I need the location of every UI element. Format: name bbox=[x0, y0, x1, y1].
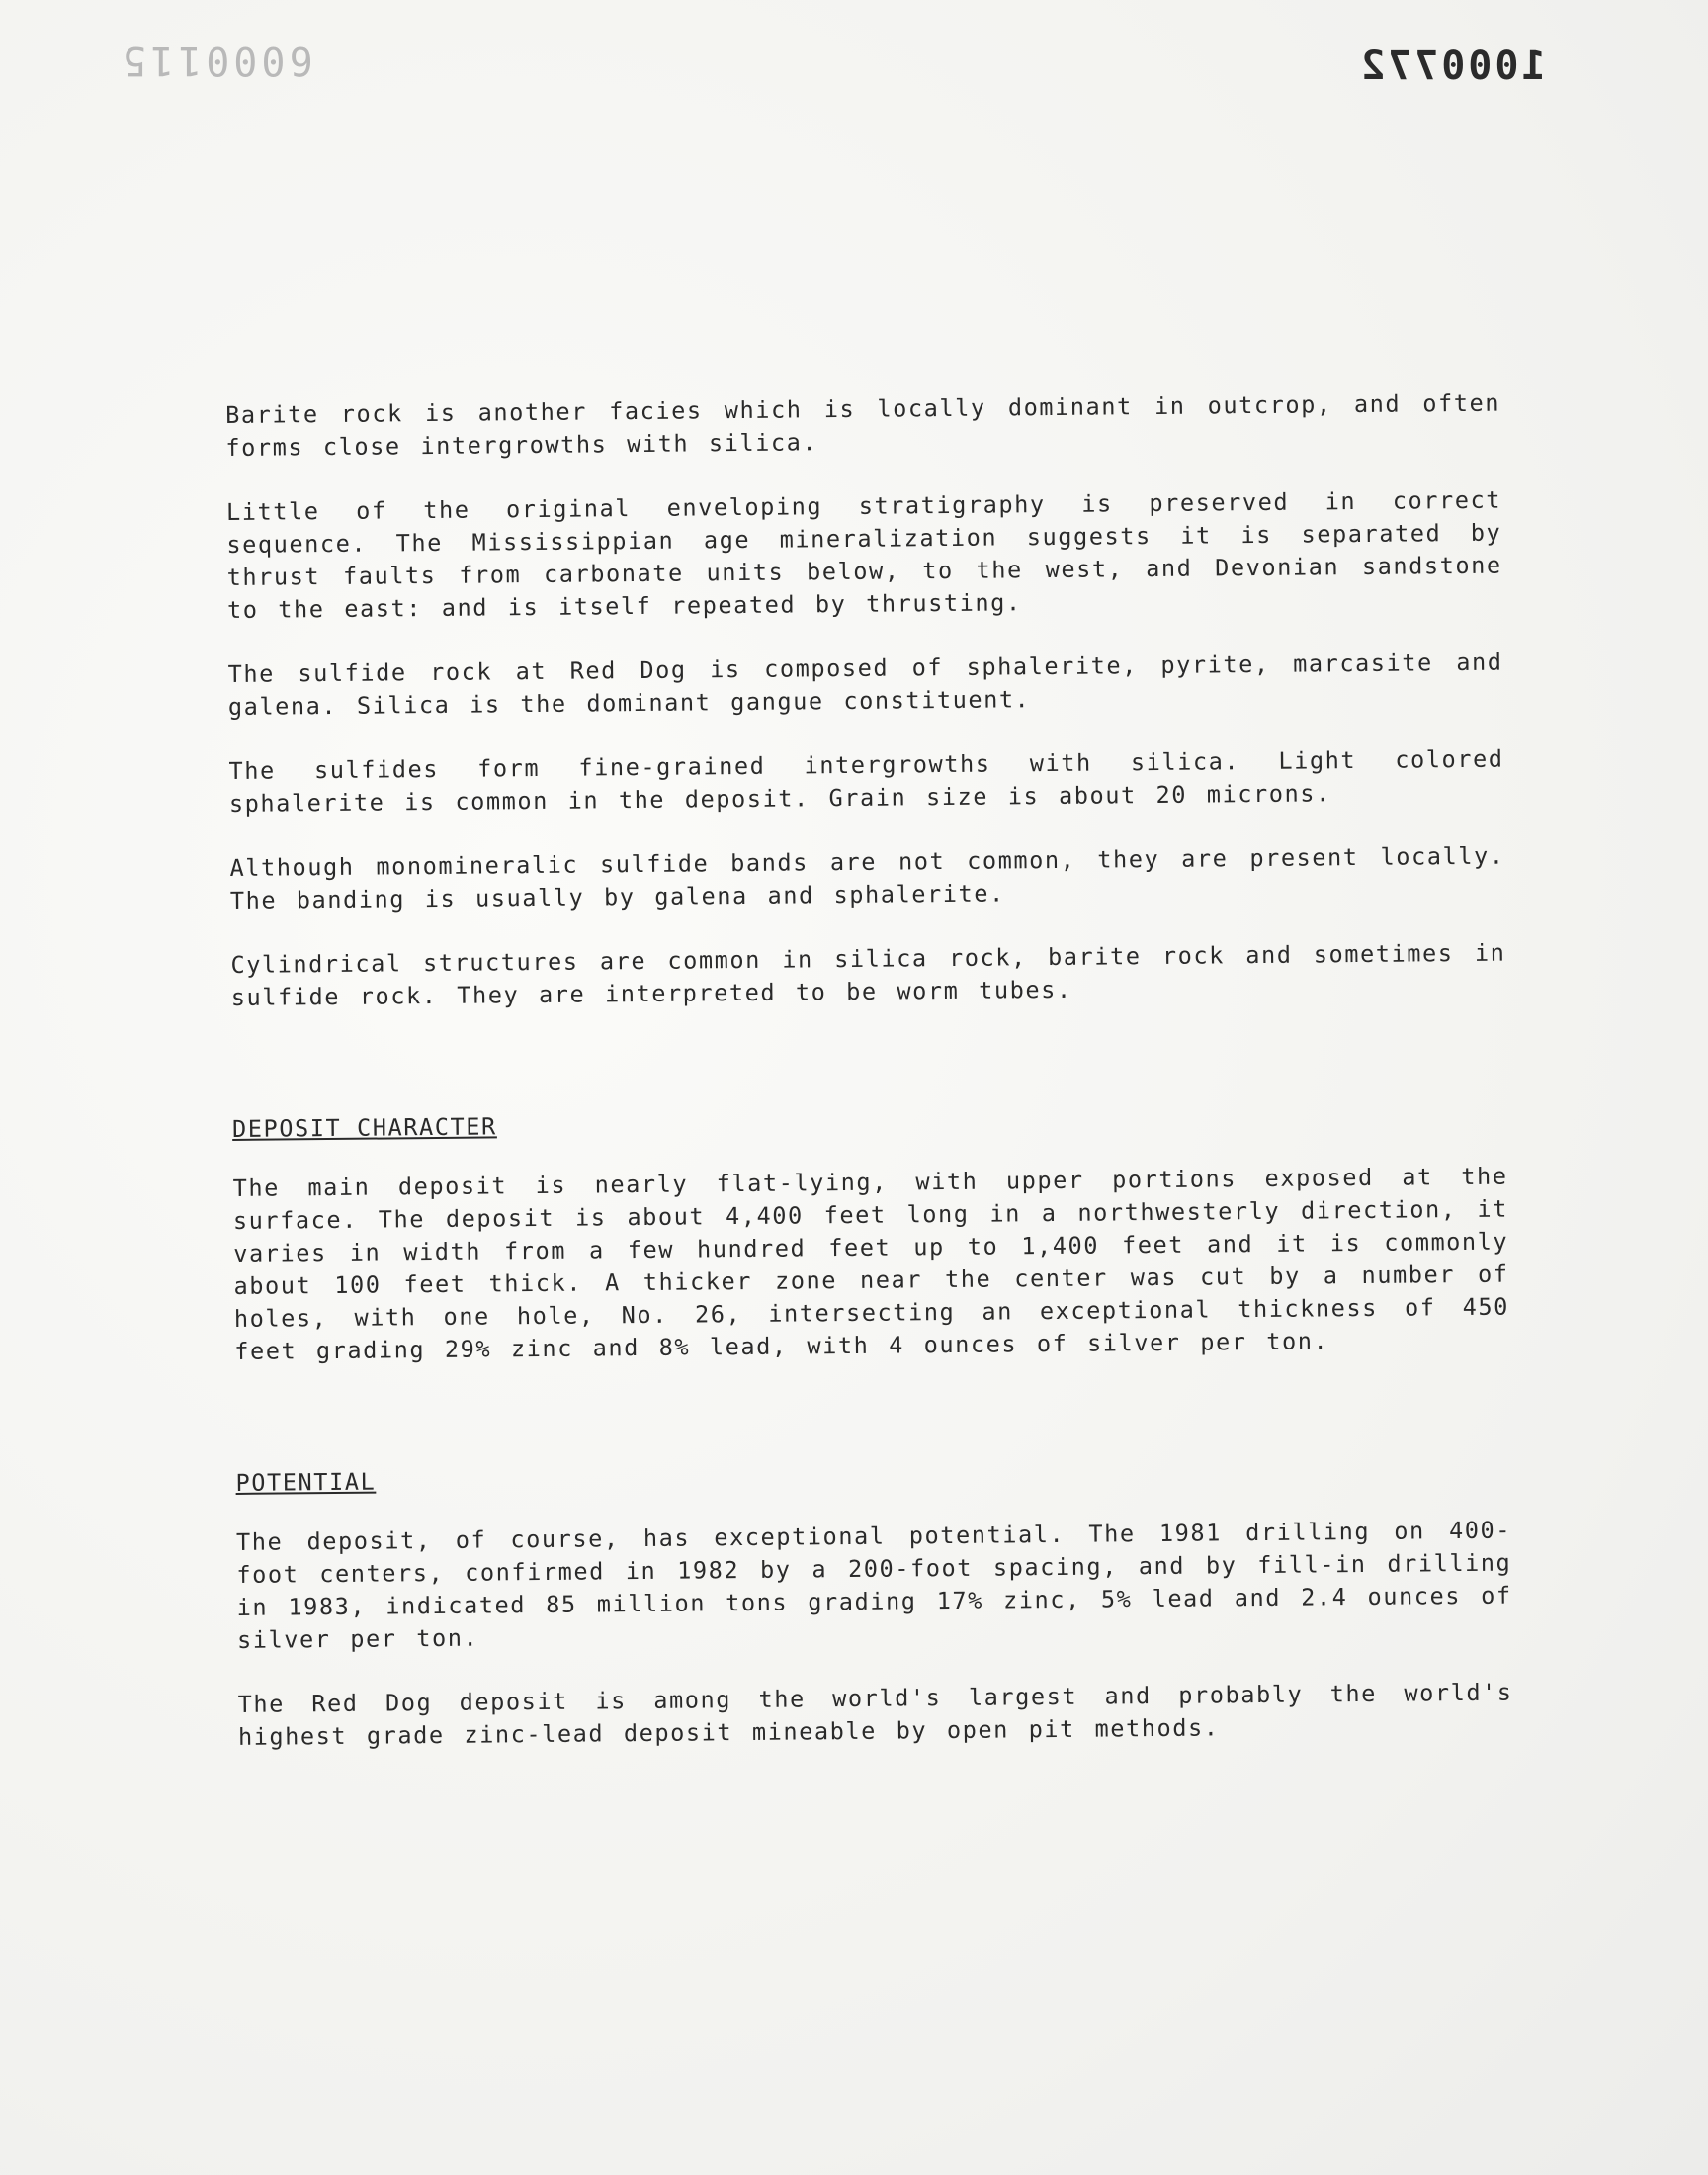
page-stamp-top-right: 1000772 bbox=[1358, 44, 1546, 89]
paragraph-stratigraphy: Little of the original enveloping stratigraphy is preserved in correct sequence. The Mississippian age mineralization suggests it is separated by thrust faults from carbonate units below, to the west, and Devonian sandstone to the east: and is itself repeated by thrusting. bbox=[225, 485, 1502, 624]
paragraph-cylindrical-structures: Cylindrical structures are common in silica rock, barite rock and sometimes in sulfide rock. They are interpreted to be worm tubes. bbox=[230, 938, 1506, 1011]
section-deposit-character bbox=[231, 1033, 1519, 1367]
heading-potential: POTENTIAL bbox=[235, 1467, 377, 1497]
heading-deposit-character: DEPOSIT CHARACTER bbox=[231, 1112, 497, 1143]
document-body bbox=[225, 388, 1523, 1785]
paragraph-barite-rock: Barite rock is another facies which is locally dominant in outcrop, and often forms close intergrowths with silica. bbox=[225, 389, 1501, 462]
paragraph-deposit-character: The main deposit is nearly flat-lying, with upper portions exposed at the surface. The deposit is about 4,400 feet long in a northwesterly direction, it varies in width from a few hundred feet up to 1,400 feet and it is commonly about 100 feet thick. A thicker zone near the center was cut by a number of holes, with one hole, No. 26, intersecting an exceptional thickness of 450 feet grading 29% zinc and 8% lead, with 4 ounces of silver per ton. bbox=[232, 1162, 1510, 1365]
section-potential bbox=[235, 1387, 1523, 1753]
paragraph-potential-red-dog: The Red Dog deposit is among the world's largest and probably the world's highest grade zinc-lead deposit mineable by open pit methods. bbox=[237, 1678, 1513, 1751]
page-stamp-top-left: 6000115 bbox=[119, 38, 313, 83]
paragraph-sulfide-rock: The sulfide rock at Red Dog is composed of sphalerite, pyrite, marcasite and galena. Silica is the dominant gangue constituent. bbox=[227, 648, 1503, 721]
paragraph-sulfide-intergrowths: The sulfides form fine-grained intergrowths with silica. Light colored sphalerite is common in the deposit. Grain size is about 20 microns. bbox=[228, 744, 1504, 818]
paragraph-potential-drilling: The deposit, of course, has exceptional potential. The 1981 drilling on 400-foot centers, confirmed in 1982 by a 200-foot spacing, and by fill-in drilling in 1983, indicated 85 million tons grading 17% zinc, 5% lead and 2.4 ounces of silver per ton. bbox=[235, 1516, 1512, 1654]
paragraph-sulfide-bands: Although monomineralic sulfide bands are not common, they are present locally. The banding is usually by galena and sphalerite. bbox=[229, 841, 1505, 914]
